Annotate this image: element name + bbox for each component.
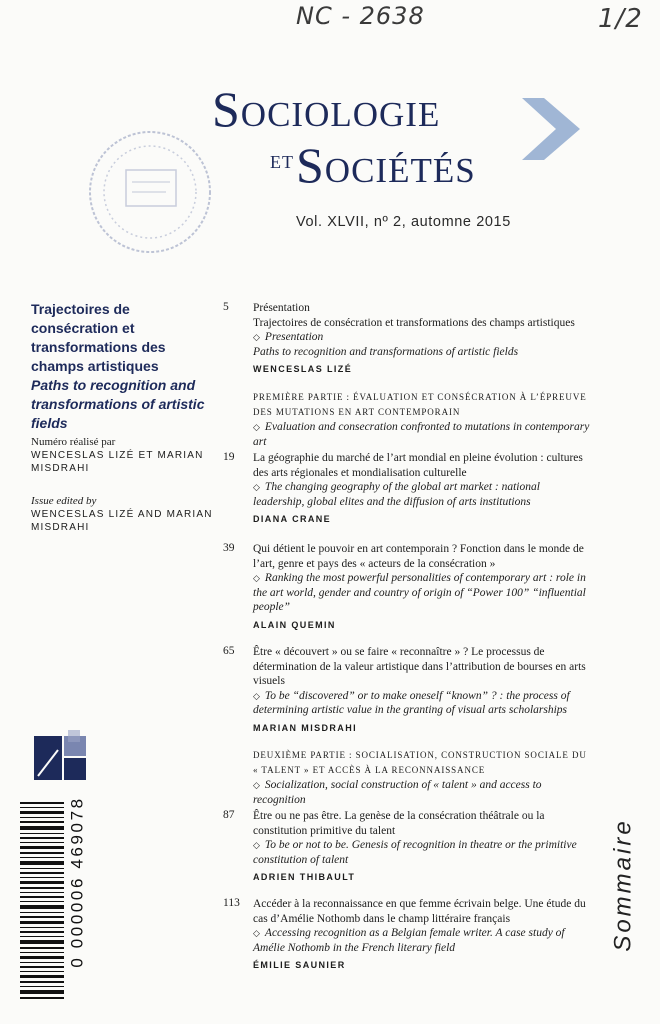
toc-part-heading (223, 748, 591, 807)
editors-fr-names: WENCESLAS LIZÉ ET MARIAN MISDRAHI (31, 450, 204, 474)
chevron-arrow-icon (520, 96, 582, 162)
journal-title-line2 (270, 137, 476, 193)
toc-page: 87 (223, 809, 235, 821)
theme-title-en: Paths to recognition and transformations of artistic fields (31, 377, 205, 431)
barcode-digits (66, 760, 90, 1005)
toc-author: ALAIN QUEMIN (253, 619, 336, 630)
handwritten-corner-note: 1/2 (598, 4, 643, 34)
sommaire-label (600, 790, 648, 980)
barcode-digits-text: 0 000006 469078 (67, 796, 87, 968)
diamond-icon: ◇ (253, 422, 260, 432)
editors-en-label: Issue edited by (31, 495, 97, 507)
toc-entry (223, 897, 591, 973)
part-title-en: ◇ Socialization, social construction of « talent » and access to recognition (253, 779, 542, 806)
toc-title-fr: Être « découvert » ou se faire « reconnaître » ? Le processus de détermination de la valeur artistique dans l’attribution de bourses en arts visuels (253, 646, 586, 687)
toc-part-heading (223, 390, 591, 449)
toc-entry (223, 809, 591, 885)
issue-info: Vol. XLVII, nº 2, automne 2015 (296, 214, 511, 230)
toc-title-en: ◇ The changing geography of the global art market : national leadership, global elites and the diffusion of arts institutions (253, 481, 540, 508)
part-title-fr: PREMIÈRE PARTIE : ÉVALUATION ET CONSÉCRATION À L’ÉPREUVE DES MUTATIONS EN ART CONTEMPORAIN (253, 392, 587, 417)
toc-title-fr: Être ou ne pas être. La genèse de la consécration théâtrale ou la constitution primitive du talent (253, 810, 545, 837)
library-stamp (82, 118, 220, 268)
theme-title-fr: Trajectoires de consécration et transformations des champs artistiques (31, 301, 166, 374)
toc-author: WENCESLAS LIZÉ (253, 364, 353, 374)
toc-page: 113 (223, 897, 240, 909)
toc-page: 5 (223, 301, 229, 313)
sommaire-text: Sommaire (609, 818, 637, 952)
editors-en-names: WENCESLAS LIZÉ AND MARIAN MISDRAHI (31, 509, 213, 533)
toc-entry (223, 645, 591, 735)
toc-entry (223, 301, 591, 377)
toc-title-en: ◇ Ranking the most powerful personalities of contemporary art : role in the art world, gender and country of origin of “Power 100” “influential people” (253, 572, 586, 613)
diamond-icon: ◇ (253, 840, 260, 850)
editors-fr (31, 436, 221, 475)
handwritten-call-number: NC - 2638 (296, 2, 425, 30)
toc-author: ADRIEN THIBAULT (253, 872, 356, 882)
toc-page: 39 (223, 542, 235, 554)
toc-title-en-sub: Paths to recognition and transformations of artistic fields (253, 345, 519, 358)
toc-author: MARIAN MISDRAHI (253, 722, 357, 733)
diamond-icon: ◇ (253, 573, 260, 583)
toc-entry (223, 542, 591, 632)
toc-title-fr: Accéder à la reconnaissance en que femme écrivain belge. Une étude du cas d’Amélie Nothomb dans le champ littéraire français (253, 898, 586, 925)
toc-title-fr-sub: Trajectoires de consécration et transformations des champs artistiques (253, 316, 575, 329)
toc-title-en: ◇ To be “discovered” or to make oneself “known” ? : the process of determining artistic value in the granting of visual arts scholarships (253, 689, 570, 716)
toc-author: ÉMILIE SAUNIER (253, 960, 346, 970)
diamond-icon: ◇ (253, 332, 260, 342)
diamond-icon: ◇ (253, 690, 260, 701)
editors-fr-label: Numéro réalisé par (31, 436, 116, 448)
toc-title-fr: Qui détient le pouvoir en art contemporain ? Fonction dans le monde de l’art, genre et pays des « acteurs de la consécration » (253, 543, 584, 570)
toc-title-en: ◇ Presentation (253, 331, 324, 343)
toc-title-fr: La géographie du marché de l’art mondial en pleine évolution : cultures des arts régionales et mondialisation culturelle (253, 452, 583, 479)
diamond-icon: ◇ (253, 928, 260, 938)
part-title-fr: DEUXIÈME PARTIE : SOCIALISATION, CONSTRUCTION SOCIALE DU « TALENT » ET ACCÈS À LA RECONNAISSANCE (253, 750, 587, 775)
diamond-icon: ◇ (253, 482, 260, 492)
issue-theme (31, 300, 213, 433)
toc-title-en: ◇ Accessing recognition as a Belgian female writer. A case study of Amélie Nothomb in the French literary field (253, 927, 565, 954)
toc-author: DIANA CRANE (253, 514, 332, 524)
barcode (20, 800, 64, 1000)
toc-page: 19 (223, 451, 235, 463)
diamond-icon: ◇ (253, 780, 260, 790)
toc-entry (223, 451, 591, 527)
toc-page: 65 (223, 645, 235, 657)
journal-title-et: et (270, 145, 294, 174)
part-title-en: ◇ Evaluation and consecration confronted to mutations in contemporary art (253, 421, 590, 448)
journal-title-societes: Sociétés (296, 137, 476, 193)
editors-en (31, 495, 221, 534)
toc-title-en: ◇ To be or not to be. Genesis of recognition in theatre or the primitive constitution of talent (253, 839, 577, 866)
toc-title-fr: Présentation (253, 302, 310, 314)
journal-title-line1: Sociologie (212, 81, 441, 137)
